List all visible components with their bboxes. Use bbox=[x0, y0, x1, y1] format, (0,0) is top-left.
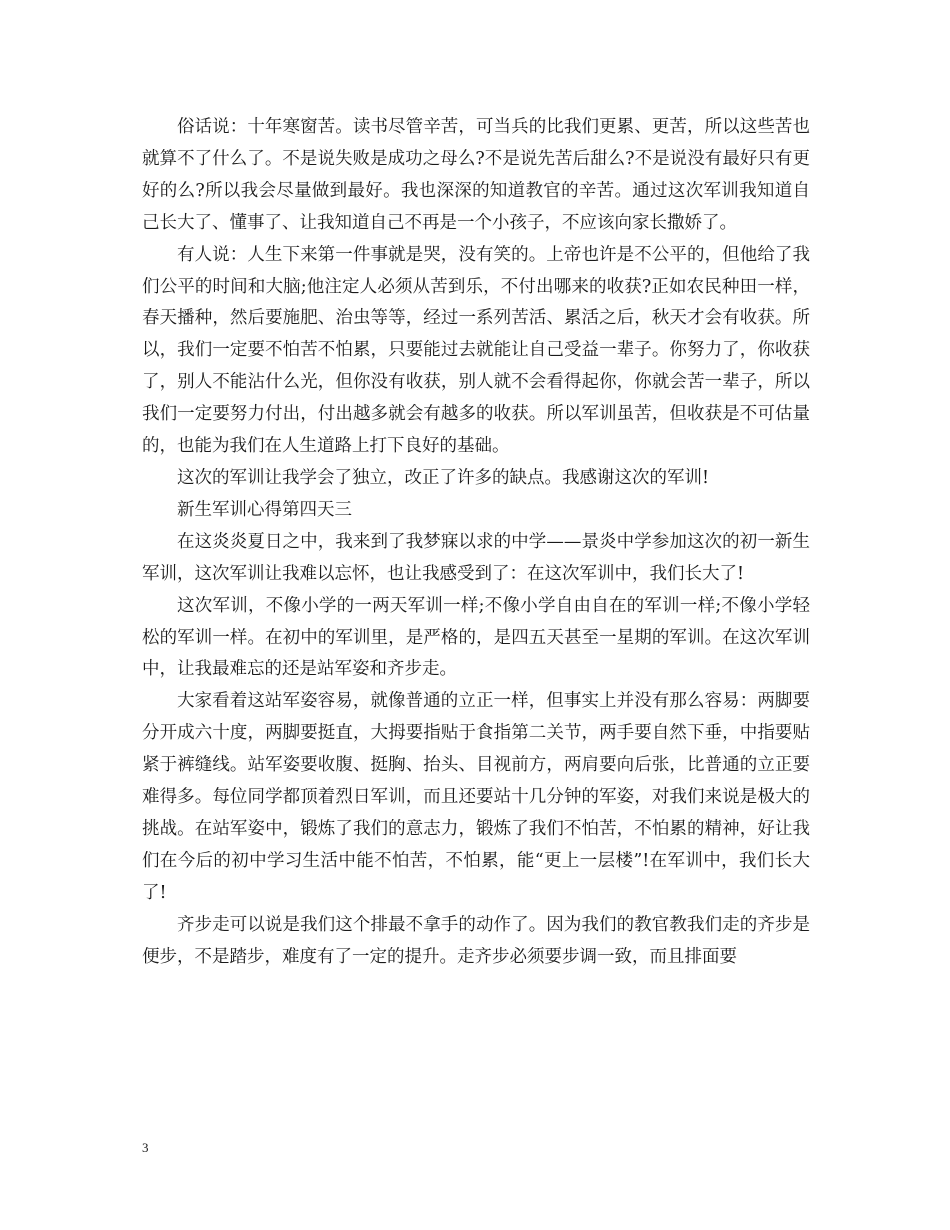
paragraph-7: 齐步走可以说是我们这个排最不拿手的动作了。因为我们的教官教我们走的齐步是便步，不是踏步，难度有了一定的提升。走齐步必须要步调一致，而且排面要 bbox=[142, 914, 810, 967]
paragraph-4: 在这炎炎夏日之中，我来到了我梦寐以求的中学——景炎中学参加这次的初一新生军训，这次军训让我难以忘怀，也让我感受到了：在这次军训中，我们长大了! bbox=[142, 531, 810, 584]
paragraph-3: 这次的军训让我学会了独立，改正了许多的缺点。我感谢这次的军训! bbox=[177, 467, 710, 488]
paragraph-5: 这次军训，不像小学的一两天军训一样;不像小学自由自在的军训一样;不像小学轻松的军训一样。在初中的军训里，是严格的，是四五天甚至一星期的军训。在这次军训中，让我最难忘的还是站军姿和齐步走。 bbox=[142, 595, 810, 680]
document-body bbox=[142, 112, 810, 973]
paragraph-1: 俗话说：十年寒窗苦。读书尽管辛苦，可当兵的比我们更累、更苦，所以这些苦也就算不了什么了。不是说失败是成功之母么?不是说先苦后甜么?不是说没有最好只有更好的么?所以我会尽量做到最好。我也深深的知道教官的辛苦。通过这次军训我知道自己长大了、懂事了、让我知道自己不再是一个小孩子，不应该向家长撒娇了。 bbox=[142, 117, 810, 233]
section-heading: 新生军训心得第四天三 bbox=[177, 499, 352, 520]
paragraph-2: 有人说：人生下来第一件事就是哭，没有笑的。上帝也许是不公平的，但他给了我们公平的时间和大脑;他注定人必须从苦到乐，不付出哪来的收获?正如农民种田一样，春天播种，然后要施肥、治虫等等，经过一系列苦活、累活之后，秋天才会有收获。所以，我们一定要不怕苦不怕累，只要能过去就能让自己受益一辈子。你努力了，你收获了，别人不能沾什么光，但你没有收获，别人就不会看得起你，你就会苦一辈子，所以我们一定要努力付出，付出越多就会有越多的收获。所以军训虽苦，但收获是不可估量的，也能为我们在人生道路上打下良好的基础。 bbox=[142, 244, 810, 457]
paragraph-6: 大家看着这站军姿容易，就像普通的立正一样，但事实上并没有那么容易：两脚要分开成六十度，两脚要挺直，大拇要指贴于食指第二关节，两手要自然下垂，中指要贴紧于裤缝线。站军姿要收腹、挺胸、抬头、目视前方，两肩要向后张，比普通的立正要难得多。每位同学都顶着烈日军训，而且还要站十几分钟的军姿，对我们来说是极大的挑战。在站军姿中，锻炼了我们的意志力，锻炼了我们不怕苦，不怕累的精神，好让我们在今后的初中学习生活中能不怕苦，不怕累，能“更上一层楼”!在军训中，我们长大了! bbox=[142, 691, 810, 903]
page-number: 3 bbox=[142, 1140, 149, 1155]
